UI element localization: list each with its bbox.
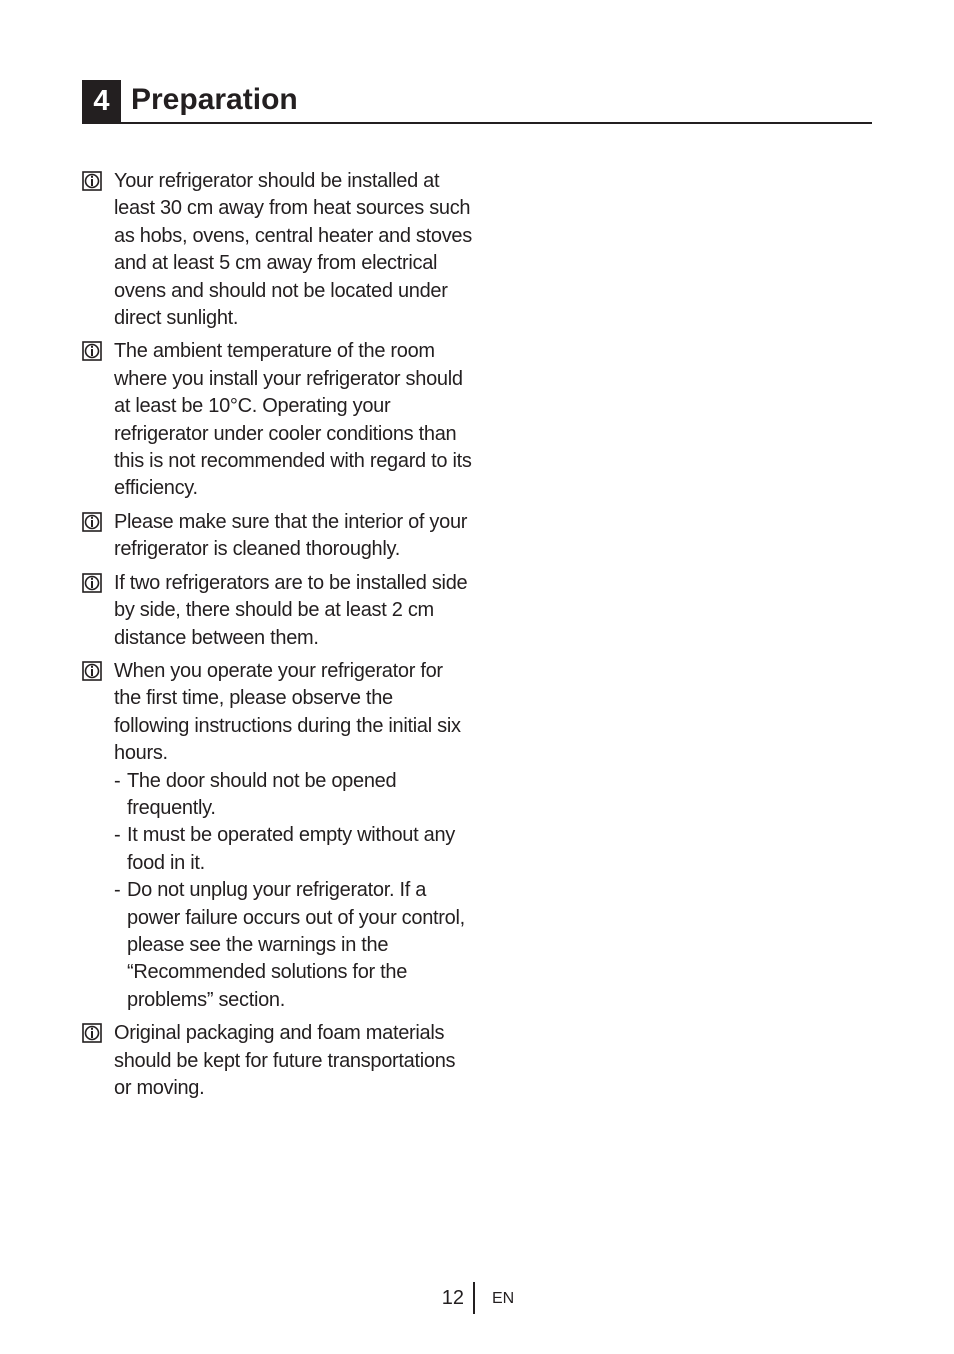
notes-list xyxy=(82,168,472,1108)
info-icon xyxy=(82,573,102,593)
sub-item xyxy=(114,768,472,823)
info-icon xyxy=(82,1023,102,1043)
sub-item xyxy=(114,822,472,877)
info-icon xyxy=(82,341,102,361)
info-icon xyxy=(82,512,102,532)
sub-item xyxy=(114,877,472,1014)
footer-divider xyxy=(473,1282,475,1314)
note-text: Original packaging and foam materials should be kept for future transportations or moving. xyxy=(114,1022,456,1099)
note-text: Your refrigerator should be installed at least 30 cm away from heat sources such as hobs, ovens, central heater and stoves and at least 5 cm away from electrical ovens and should not be located under direct sunlight. xyxy=(114,170,472,330)
note-text: The ambient temperature of the room where you install your refrigerator should at least be 10°C. Operating your refrigerator under cooler conditions than this is not recommended with regard to its efficiency. xyxy=(114,340,472,500)
note-item xyxy=(82,338,472,502)
info-icon xyxy=(82,171,102,191)
sub-item-text: Do not unplug your refrigerator. If a power failure occurs out of your control, please see the warnings in the “Recommended solutions for the problems” section. xyxy=(127,879,465,1011)
note-text: If two refrigerators are to be installed side by side, there should be at least 2 cm distance between them. xyxy=(114,571,468,649)
note-text: When you operate your refrigerator for the first time, please observe the following instructions during the initial six hours. xyxy=(114,659,461,765)
section-number: 4 xyxy=(82,80,121,122)
info-icon xyxy=(82,661,102,681)
note-item xyxy=(82,168,472,332)
note-item xyxy=(82,509,472,564)
page-footer xyxy=(0,1282,954,1314)
sub-item-text: The door should not be opened frequently. xyxy=(127,769,397,819)
note-item xyxy=(82,1020,472,1102)
note-item xyxy=(82,570,472,652)
section-header xyxy=(82,80,872,124)
dash-bullet: - xyxy=(114,824,121,847)
sub-item-text: It must be operated empty without any food in it. xyxy=(127,824,455,874)
note-item xyxy=(82,658,472,1014)
note-text: Please make sure that the interior of your refrigerator is cleaned thoroughly. xyxy=(114,510,468,561)
language-code: EN xyxy=(492,1290,515,1307)
page-title: Preparation xyxy=(131,83,298,116)
dash-bullet: - xyxy=(114,769,121,792)
page-number: 12 xyxy=(441,1287,464,1309)
dash-bullet: - xyxy=(114,879,121,902)
